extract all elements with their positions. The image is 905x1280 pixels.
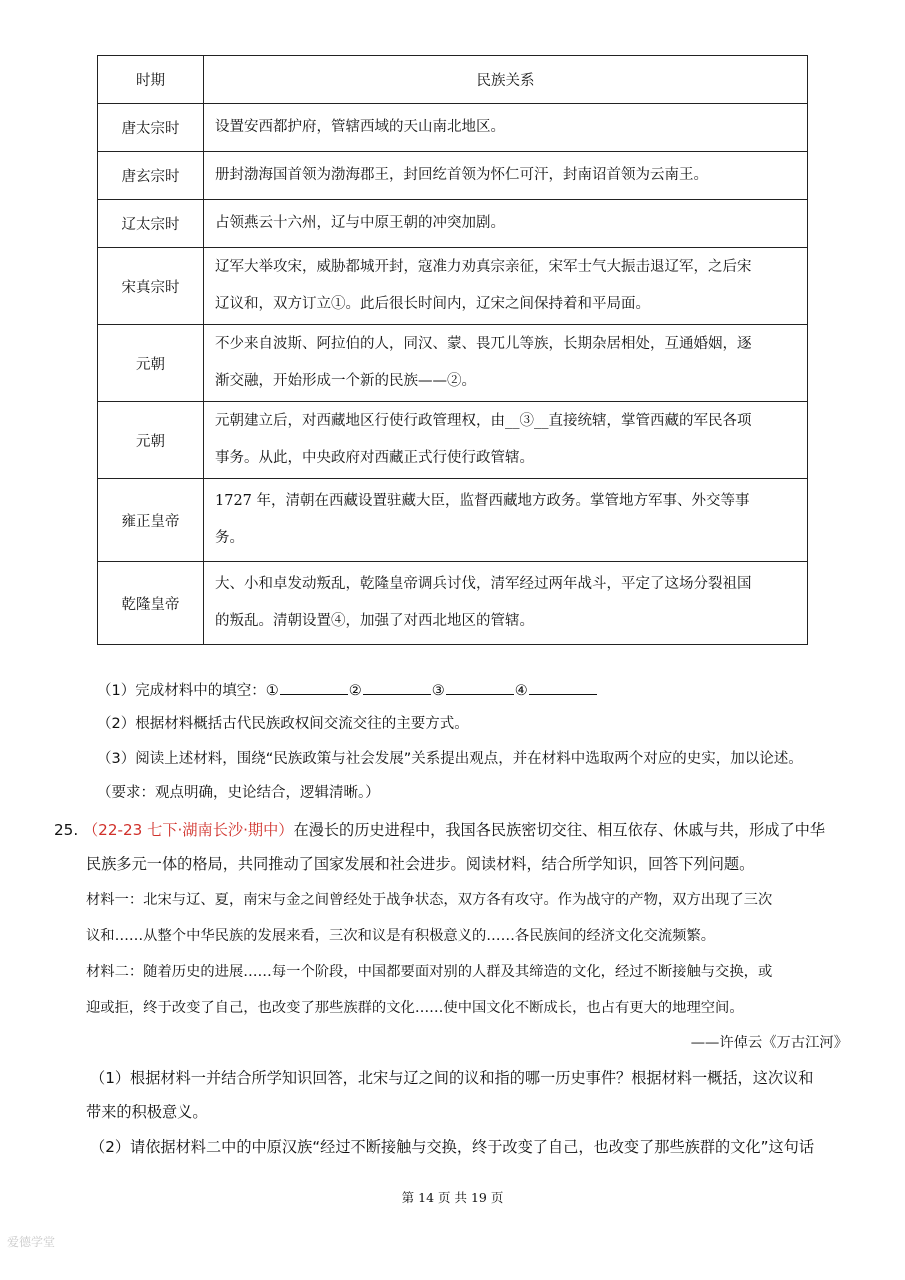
table-row bbox=[98, 402, 808, 479]
question-24-3: （3）阅读上述材料，围绕“民族政策与社会发展”关系提出观点，并在材料中选取两个对应的史实，加以论述。 bbox=[97, 751, 803, 767]
relation-line: 辽军大举攻宋，威胁都城开封，寇准力劝真宗亲征，宋军士气大振击退辽军，之后宋 bbox=[215, 259, 752, 275]
period-cell: 元朝 bbox=[98, 402, 204, 479]
relation-cell bbox=[204, 248, 808, 325]
relation-cell bbox=[204, 479, 808, 562]
relation-line: 务。 bbox=[215, 530, 244, 546]
period-cell: 唐玄宗时 bbox=[98, 152, 204, 200]
period-cell: 元朝 bbox=[98, 325, 204, 402]
question-25-1: （1）根据材料一并结合所学知识回答，北宋与辽之间的议和指的哪一历史事件？根据材料一概括，这次议和 bbox=[90, 1069, 814, 1087]
question-number: 25. bbox=[54, 821, 79, 839]
header-period: 时期 bbox=[98, 56, 204, 104]
relation-line: 册封渤海国首领为渤海郡王，封回纥首领为怀仁可汗，封南诏首领为云南王。 bbox=[215, 167, 708, 183]
table-row bbox=[98, 152, 808, 200]
relation-line: 大、小和卓发动叛乱，乾隆皇帝调兵讨伐，清军经过两年战斗，平定了这场分裂祖国 bbox=[215, 576, 752, 592]
period-cell: 唐太宗时 bbox=[98, 104, 204, 152]
relation-line: 事务。从此，中央政府对西藏正式行使行政管辖。 bbox=[215, 450, 534, 466]
relation-cell bbox=[204, 402, 808, 479]
material-1-line-2: 议和……从整个中华民族的发展来看，三次和议是有积极意义的……各民族间的经济文化交流频繁。 bbox=[86, 928, 716, 944]
blank-4[interactable] bbox=[529, 680, 597, 695]
material-2-attribution: ——许倬云《万古江河》 bbox=[690, 1035, 848, 1051]
question-24-3-requirement: （要求：观点明确，史论结合，逻辑清晰。） bbox=[97, 785, 380, 801]
ethnic-relations-table bbox=[97, 55, 808, 645]
question-24-1: （1）完成材料中的填空：① ② ③ ④ bbox=[97, 679, 598, 700]
period-cell: 乾隆皇帝 bbox=[98, 562, 204, 645]
period-cell: 雍正皇帝 bbox=[98, 479, 204, 562]
relation-line: 设置安西都护府，管辖西域的天山南北地区。 bbox=[215, 119, 505, 135]
header-relation: 民族关系 bbox=[204, 56, 808, 104]
table-row bbox=[98, 479, 808, 562]
table-row bbox=[98, 562, 808, 645]
period-cell: 宋真宗时 bbox=[98, 248, 204, 325]
blank-1[interactable] bbox=[280, 680, 348, 695]
relation-line: 占领燕云十六州，辽与中原王朝的冲突加剧。 bbox=[215, 215, 505, 231]
relation-line: 1727 年，清朝在西藏设置驻藏大臣，监督西藏地方政务。掌管地方军事、外交等事 bbox=[215, 493, 750, 509]
relation-cell bbox=[204, 200, 808, 248]
question-24-2: （2）根据材料概括古代民族政权间交流交往的主要方式。 bbox=[97, 716, 469, 732]
question-25-intro-2: 民族多元一体的格局，共同推动了国家发展和社会进步。阅读材料，结合所学知识，回答下列问题。 bbox=[86, 855, 755, 873]
relation-line: 辽议和，双方订立①。此后很长时间内，辽宋之间保持着和平局面。 bbox=[215, 296, 650, 312]
blank-3[interactable] bbox=[446, 680, 514, 695]
question-25-1-cont: 带来的积极意义。 bbox=[86, 1103, 208, 1121]
relation-cell bbox=[204, 104, 808, 152]
relation-cell bbox=[204, 562, 808, 645]
table-row bbox=[98, 248, 808, 325]
relation-cell bbox=[204, 325, 808, 402]
question-source: （22-23 七下·湖南长沙·期中） bbox=[82, 821, 294, 839]
page-number: 第 14 页 共 19 页 bbox=[401, 1190, 504, 1205]
table-header-row bbox=[98, 56, 808, 104]
relation-line: 渐交融，开始形成一个新的民族——②。 bbox=[215, 373, 476, 389]
period-cell: 辽太宗时 bbox=[98, 200, 204, 248]
relation-line: 元朝建立后，对西藏地区行使行政管理权，由__③__直接统辖，掌管西藏的军民各项 bbox=[215, 413, 752, 429]
table-row bbox=[98, 325, 808, 402]
relation-line: 不少来自波斯、阿拉伯的人，同汉、蒙、畏兀儿等族，长期杂居相处，互通婚姻，逐 bbox=[215, 336, 752, 352]
relation-cell bbox=[204, 152, 808, 200]
table-row bbox=[98, 200, 808, 248]
relation-line: 的叛乱。清朝设置④，加强了对西北地区的管辖。 bbox=[215, 613, 534, 629]
table-row bbox=[98, 104, 808, 152]
material-1-line-1: 材料一：北宋与辽、夏，南宋与金之间曾经处于战争状态，双方各有攻守。作为战守的产物，双方出现了三次 bbox=[86, 892, 773, 908]
question-25-intro: 25. （22-23 七下·湖南长沙·期中）在漫长的历史进程中，我国各民族密切交往、相互依存、休戚与共，形成了中华 bbox=[54, 821, 826, 839]
material-2-line-1: 材料二：随着历史的进展……每一个阶段，中国都要面对别的人群及其缔造的文化，经过不断接触与交换，或 bbox=[86, 964, 773, 980]
question-25-2: （2）请依据材料二中的中原汉族“经过不断接触与交换，终于改变了自己，也改变了那些族群的文化”这句话 bbox=[90, 1138, 815, 1156]
watermark: 爱德学堂 bbox=[7, 1235, 56, 1249]
material-2-line-2: 迎或拒，终于改变了自己，也改变了那些族群的文化……使中国文化不断成长，也占有更大的地理空间。 bbox=[86, 1000, 744, 1016]
blank-2[interactable] bbox=[363, 680, 431, 695]
